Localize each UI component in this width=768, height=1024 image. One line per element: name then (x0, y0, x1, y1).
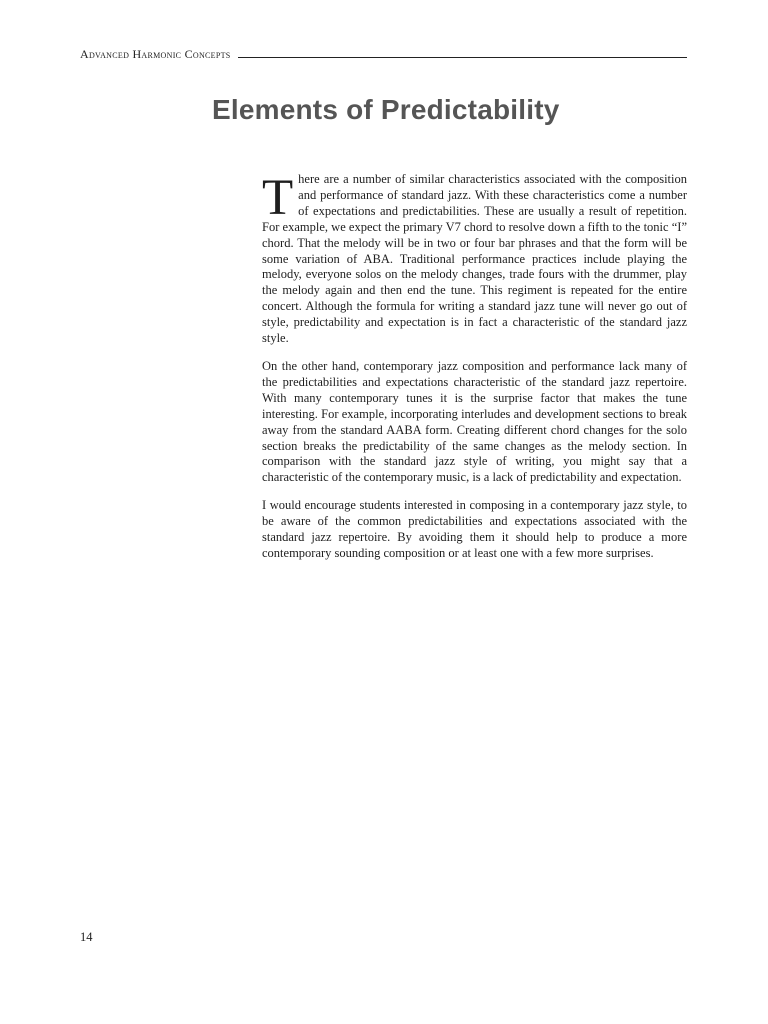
paragraph-3: I would encourage students interested in composing in a contemporary jazz style, to be aware of the common predictabilities and expectations associated with the standard jazz repertoire. By avoiding them it should help to produce a more contemporary sounding composition or at least one with a few more surprises. (262, 498, 687, 560)
paragraph-1 (262, 172, 687, 347)
chapter-title: Elements of Predictability (212, 94, 560, 125)
running-head-title: Advanced Harmonic Concepts (80, 47, 231, 61)
body-text (262, 172, 687, 574)
running-head-rule (238, 57, 687, 58)
paragraph-1-text: here are a number of similar characteristics associated with the composition and performance of standard jazz. With these characteristics come a number of expectations and predictabilities. These are usually a result of repetition. For example, we expect the primary V7 chord to resolve down a fifth to the tonic “I” chord. That the melody will be in two or four bar phrases and that the form will be some variation of ABA. Traditional performance practices include playing the melody, everyone solos on the melody changes, trade fours with the drummer, play the melody again and then end the tune. This regiment is repeated for the entire concert. Although the formula for writing a standard jazz tune will never go out of style, predictability and expectation is in fact a characteristic of the standard jazz style. (262, 172, 687, 346)
page-number: 14 (80, 930, 93, 944)
drop-cap: T (262, 170, 294, 226)
paragraph-2: On the other hand, contemporary jazz composition and performance lack many of the predictabilities and expectations characteristic of the standard jazz repertoire. With many contemporary tunes it is the surprise factor that makes the tune interesting. For example, incorporating interludes and development sections to break away from the standard AABA form. Creating different chord changes for the solo section breaks the predictability of the same changes as the melody section. In comparison with the standard jazz style of writing, you might say that a characteristic of the contemporary music, is a lack of predictability and expectation. (262, 358, 687, 485)
running-head (80, 40, 687, 60)
